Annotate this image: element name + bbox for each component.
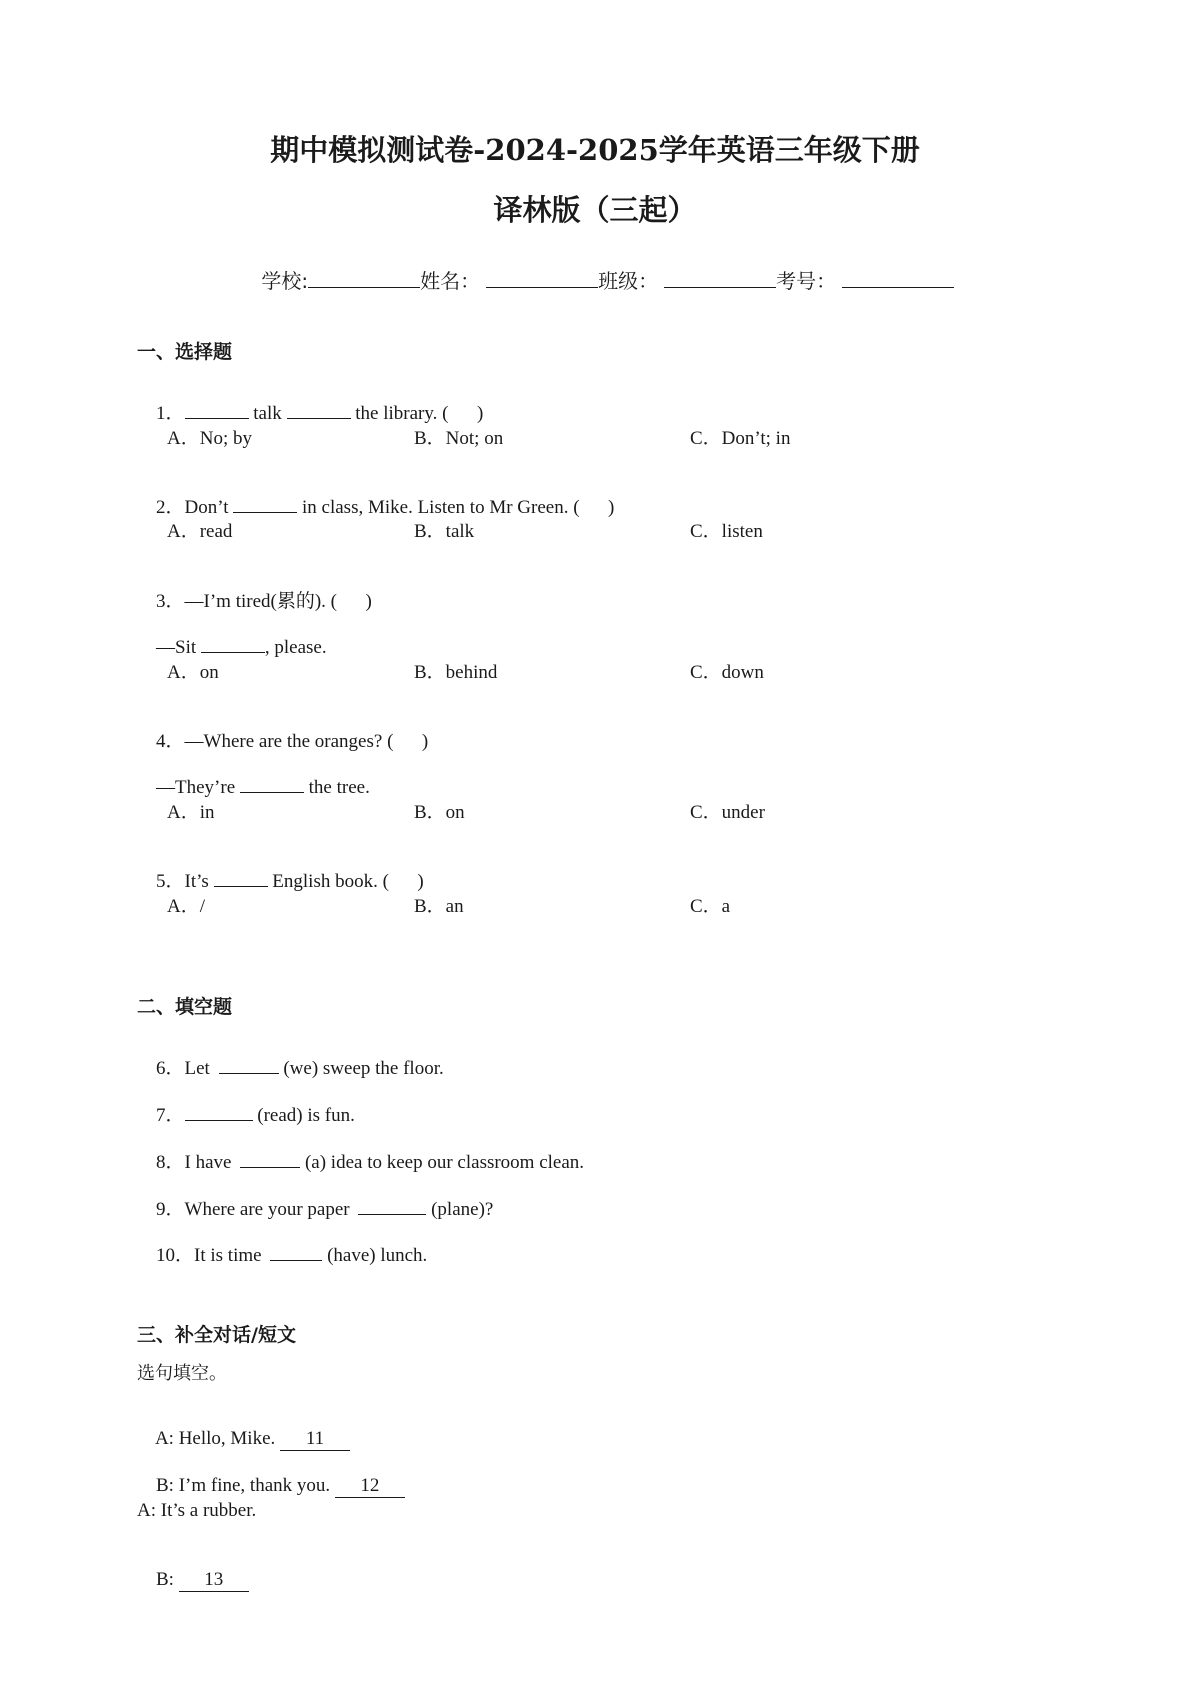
exam-number-label: 考号： bbox=[776, 269, 837, 293]
option-c[interactable]: C．a bbox=[690, 896, 731, 917]
answer-blank[interactable] bbox=[358, 1194, 426, 1215]
option-b[interactable]: B．on bbox=[414, 802, 465, 823]
option-b[interactable]: B．an bbox=[414, 896, 464, 917]
question-3: 3．—I’m tired(累的). ( ) bbox=[156, 591, 372, 612]
dialogue-line: B: 13 bbox=[137, 1547, 249, 1614]
exam-title: 期中模拟测试卷-2024-2025学年英语三年级下册 bbox=[270, 133, 920, 167]
class-label: 班级： bbox=[598, 269, 659, 293]
option-b[interactable]: B．Not; on bbox=[414, 428, 504, 449]
answer-blank[interactable] bbox=[214, 866, 268, 887]
option-c[interactable]: C．down bbox=[690, 662, 764, 683]
school-blank[interactable] bbox=[308, 266, 420, 288]
name-blank[interactable] bbox=[486, 266, 598, 288]
option-c[interactable]: C．under bbox=[690, 802, 765, 823]
option-c[interactable]: C．listen bbox=[690, 521, 763, 542]
question-7: 7． (read) is fun. bbox=[137, 1078, 355, 1149]
question-9: 9．Where are your paper (plane)? bbox=[137, 1172, 493, 1243]
answer-blank[interactable] bbox=[185, 398, 249, 419]
question-4-reply: —They’re the tree. bbox=[137, 750, 370, 821]
answer-blank[interactable] bbox=[201, 632, 265, 653]
section-title: 三、补全对话/短文 bbox=[137, 1324, 296, 1346]
question-8: 8．I have (a) idea to keep our classroom clean. bbox=[137, 1125, 584, 1196]
answer-blank[interactable] bbox=[240, 1147, 300, 1168]
dialogue-line: A: Hello, Mike. 11 bbox=[137, 1406, 350, 1473]
option-b[interactable]: B．behind bbox=[414, 662, 498, 683]
option-b[interactable]: B．talk bbox=[414, 521, 475, 542]
section-instruction: 选句填空。 bbox=[137, 1363, 227, 1384]
question-5: 5．It’s English book. ( ) bbox=[137, 844, 424, 915]
answer-blank[interactable] bbox=[240, 772, 304, 793]
answer-blank[interactable] bbox=[219, 1053, 279, 1074]
question-4: 4．—Where are the oranges? ( ) bbox=[156, 731, 429, 752]
dialogue-line: B: I’m fine, thank you. 12 bbox=[137, 1453, 405, 1520]
section-title: 一、选择题 bbox=[137, 341, 233, 363]
exam-subtitle: 译林版（三起） bbox=[493, 193, 697, 227]
class-blank[interactable] bbox=[664, 266, 776, 288]
option-a[interactable]: A．read bbox=[167, 521, 233, 542]
answer-slot-11[interactable]: 11 bbox=[280, 1429, 350, 1451]
student-info-line bbox=[0, 241, 1190, 318]
question-6: 6．Let (we) sweep the floor. bbox=[137, 1031, 444, 1102]
question-2: 2．Don’t in class, Mike. Listen to Mr Green. ( ) bbox=[137, 470, 614, 541]
dialogue-line: A: It’s a rubber. bbox=[137, 1500, 257, 1521]
option-a[interactable]: A．No; by bbox=[167, 428, 252, 449]
answer-blank[interactable] bbox=[270, 1240, 322, 1261]
option-a[interactable]: A．/ bbox=[167, 896, 206, 917]
question-10: 10．It is time (have) lunch. bbox=[137, 1218, 427, 1289]
exam-number-blank[interactable] bbox=[842, 266, 954, 288]
answer-blank[interactable] bbox=[185, 1100, 253, 1121]
question-3-reply: —Sit , please. bbox=[137, 610, 327, 681]
school-label: 学校: bbox=[261, 269, 309, 293]
answer-slot-13[interactable]: 13 bbox=[179, 1570, 249, 1592]
answer-blank[interactable] bbox=[233, 492, 297, 513]
option-c[interactable]: C．Don’t; in bbox=[690, 428, 791, 449]
option-a[interactable]: A．on bbox=[167, 662, 219, 683]
question-1: 1． talk the library. ( ) bbox=[137, 376, 483, 447]
section-title: 二、填空题 bbox=[137, 996, 233, 1018]
answer-blank[interactable] bbox=[287, 398, 351, 419]
name-label: 姓名： bbox=[420, 269, 481, 293]
answer-slot-12[interactable]: 12 bbox=[335, 1476, 405, 1498]
option-a[interactable]: A．in bbox=[167, 802, 215, 823]
